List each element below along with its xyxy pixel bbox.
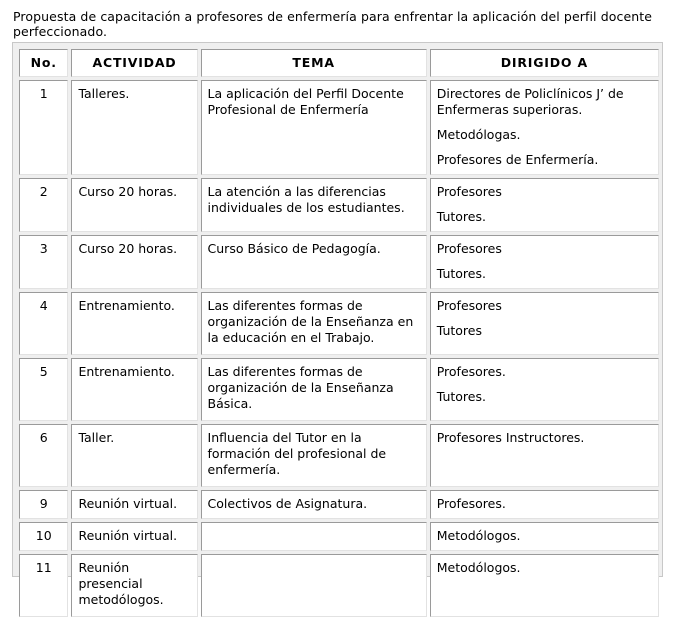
cell-tema: Las diferentes formas de organización de la Enseñanza en la educación en el Trabajo. [201,292,427,355]
cell-dirigido [430,292,659,355]
cell-dirigido [430,554,659,617]
dirigido-item: Profesores Instructores. [436,430,585,445]
cell-no: 2 [19,178,68,232]
table-caption: Propuesta de capacitación a profesores de enfermería para enfrentar la aplicación del perfil docente perfeccionado. [13,9,653,39]
cell-actividad: Reunión virtual. [71,522,197,551]
dirigido-item: Metodólogos. [436,560,521,575]
table-row [19,235,659,289]
dirigido-item: Profesores. [436,364,506,379]
dirigido-item: Directores de Policlínicos J’ de Enfermeras superioras. [436,86,624,117]
cell-no: 3 [19,235,68,289]
dirigido-item: Tutores [436,323,482,338]
header-row [19,49,659,77]
table-body [19,80,659,617]
dirigido-item: Metodólogos. [436,528,521,543]
cell-tema [201,522,427,551]
cell-actividad: Reunión presencial metodólogos. [71,554,197,617]
cell-actividad: Reunión virtual. [71,490,197,519]
cell-no: 6 [19,424,68,487]
cell-tema: La aplicación del Perfil Docente Profesional de Enfermería [201,80,427,175]
training-table [16,46,662,620]
dirigido-item: Profesores [436,298,502,313]
header-actividad: ACTIVIDAD [71,49,197,77]
cell-actividad: Entrenamiento. [71,292,197,355]
cell-actividad: Entrenamiento. [71,358,197,421]
cell-dirigido [430,235,659,289]
table-row [19,178,659,232]
cell-no: 9 [19,490,68,519]
cell-dirigido [430,522,659,551]
cell-tema: Influencia del Tutor en la formación del profesional de enfermería. [201,424,427,487]
cell-tema [201,554,427,617]
cell-dirigido [430,178,659,232]
table-row [19,292,659,355]
table-frame [12,42,663,607]
table-row [19,522,659,551]
cell-actividad: Curso 20 horas. [71,178,197,232]
header-tema: TEMA [201,49,427,77]
cell-tema: Curso Básico de Pedagogía. [201,235,427,289]
table-row [19,424,659,487]
cell-actividad: Curso 20 horas. [71,235,197,289]
cell-no: 11 [19,554,68,617]
header-dirigido: DIRIGIDO A [430,49,659,77]
cell-no: 5 [19,358,68,421]
dirigido-item: Tutores. [436,266,486,281]
cell-dirigido [430,80,659,175]
cell-actividad: Talleres. [71,80,197,175]
table-row [19,490,659,519]
cell-dirigido [430,490,659,519]
cell-tema: Colectivos de Asignatura. [201,490,427,519]
header-no: No. [19,49,68,77]
cell-no: 1 [19,80,68,175]
dirigido-item: Metodólogas. [436,127,521,142]
cell-no: 4 [19,292,68,355]
cell-actividad: Taller. [71,424,197,487]
cell-no: 10 [19,522,68,551]
dirigido-item: Profesores. [436,496,506,511]
dirigido-item: Profesores [436,184,502,199]
cell-dirigido [430,358,659,421]
table-row [19,554,659,617]
table-row [19,358,659,421]
dirigido-item: Profesores de Enfermería. [436,152,599,167]
cell-tema: La atención a las diferencias individuales de los estudiantes. [201,178,427,232]
dirigido-item: Profesores [436,241,502,256]
dirigido-item: Tutores. [436,389,486,404]
cell-dirigido [430,424,659,487]
dirigido-item: Tutores. [436,209,486,224]
cell-tema: Las diferentes formas de organización de la Enseñanza Básica. [201,358,427,421]
table-row [19,80,659,175]
